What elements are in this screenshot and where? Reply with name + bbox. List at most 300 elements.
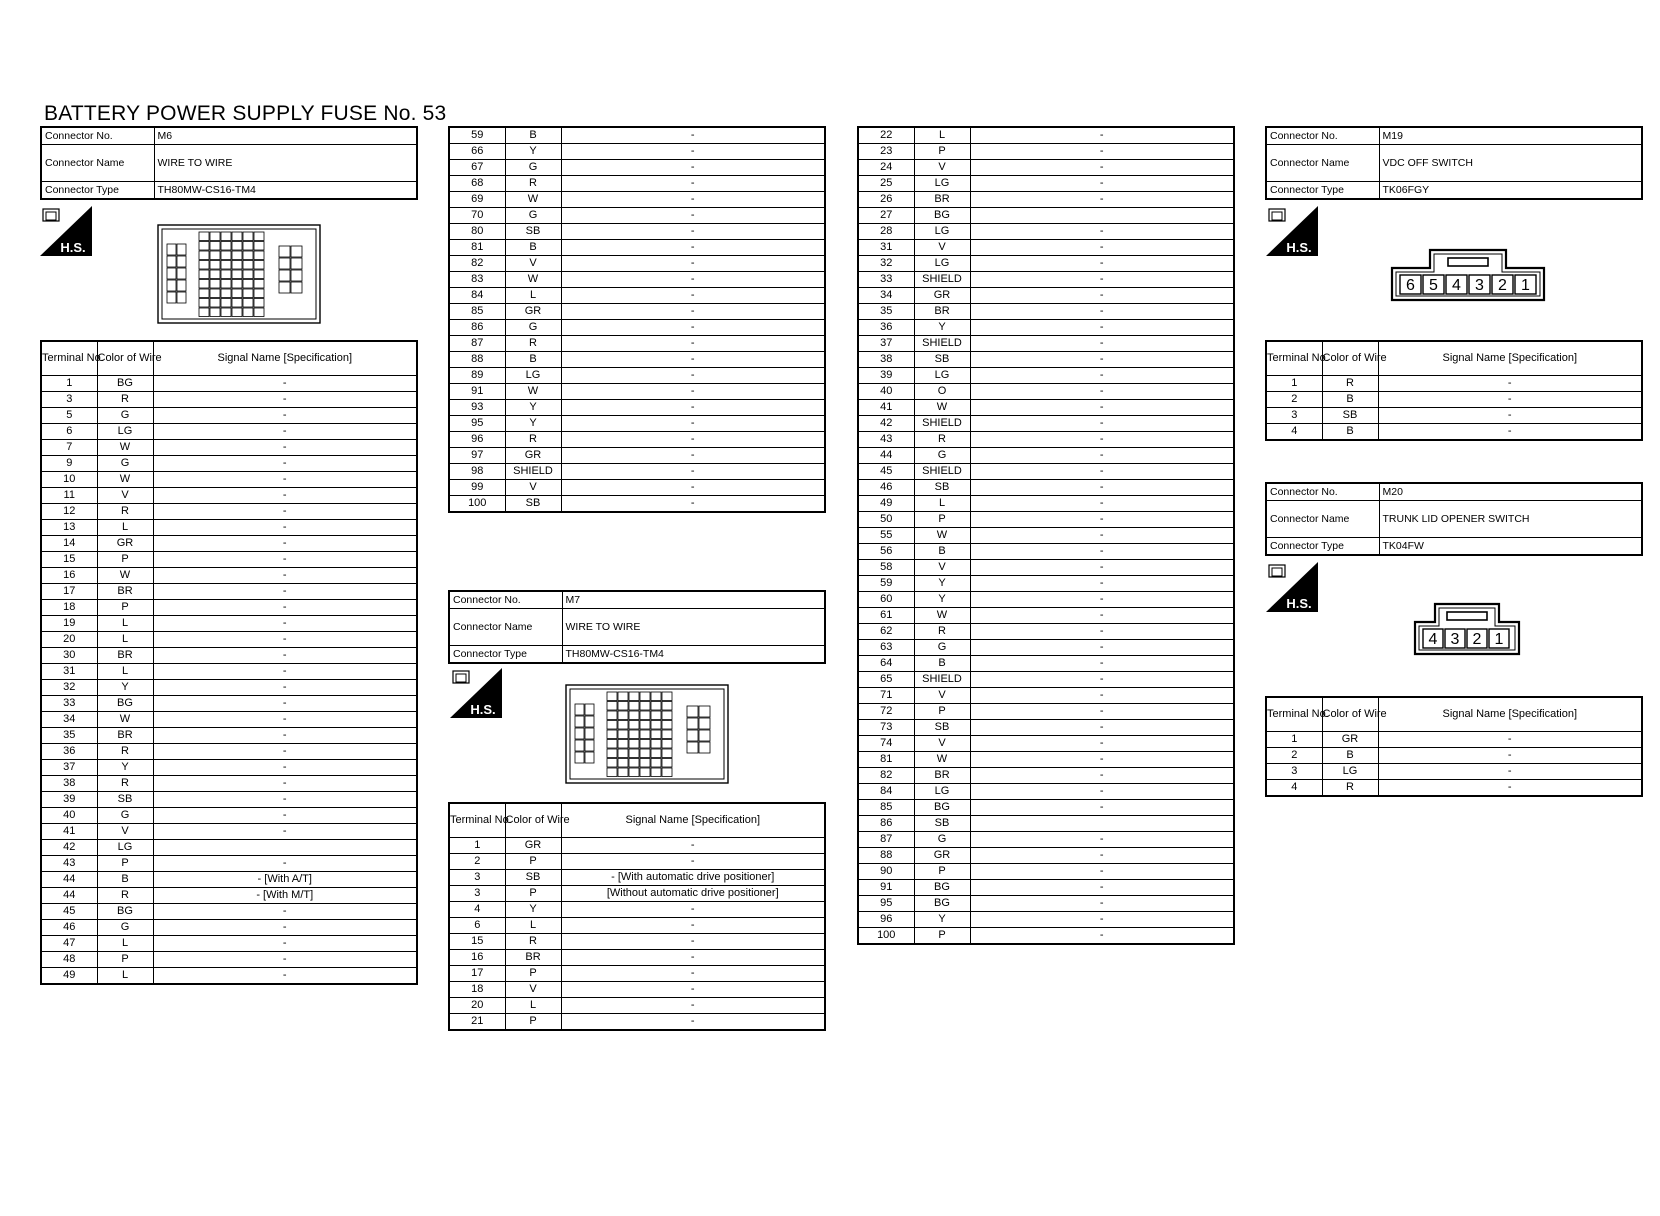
terminal-no-cell: 83	[449, 272, 505, 288]
pin-cavity	[210, 289, 220, 298]
pin-cavity	[607, 740, 617, 749]
terminal-no-cell: 36	[858, 320, 914, 336]
signal-name-cell: -	[970, 224, 1234, 240]
terminal-no-cell: 5	[41, 408, 97, 424]
wire-color-cell: R	[1322, 376, 1378, 392]
wire-color-cell: SB	[505, 224, 561, 240]
table-row	[41, 488, 417, 504]
terminal-no-cell: 40	[858, 384, 914, 400]
label-connector-no: Connector No.	[1266, 483, 1379, 501]
terminal-no-cell: 31	[41, 664, 97, 680]
signal-name-cell: -	[970, 704, 1234, 720]
pin-cavity	[662, 721, 672, 730]
harness-side-icon	[1266, 206, 1318, 256]
table-row	[858, 160, 1234, 176]
signal-name-cell: -	[153, 904, 417, 920]
wire-color-cell: SHIELD	[914, 416, 970, 432]
terminal-no-cell: 37	[41, 760, 97, 776]
signal-name-cell: -	[561, 352, 825, 368]
pin-number: 2	[1498, 277, 1507, 294]
table-row	[449, 902, 825, 918]
pin-cavity	[279, 258, 290, 269]
terminal-no-cell: 43	[858, 432, 914, 448]
wire-color-cell: V	[914, 240, 970, 256]
signal-name-cell: -	[561, 400, 825, 416]
table-row	[1266, 392, 1642, 408]
table-row	[858, 656, 1234, 672]
table-row	[41, 568, 417, 584]
pin-cavity	[199, 280, 209, 289]
terminal-no-cell: 45	[858, 464, 914, 480]
signal-name-cell: -	[153, 680, 417, 696]
terminal-no-cell: 4	[1266, 780, 1322, 797]
wire-color-cell: W	[914, 528, 970, 544]
table-row	[858, 672, 1234, 688]
signal-name-cell: -	[970, 368, 1234, 384]
pin-cavity	[662, 702, 672, 711]
pin-cavity	[210, 261, 220, 270]
wire-color-cell: Y	[505, 902, 561, 918]
terminal-no-cell: 82	[449, 256, 505, 272]
table-row	[449, 224, 825, 240]
m19-connector-face	[1390, 246, 1546, 302]
label-connector-type: Connector Type	[41, 182, 154, 200]
table-row	[449, 918, 825, 934]
harness-side-icon	[450, 668, 502, 718]
terminal-no-cell: 15	[449, 934, 505, 950]
pin-cavity	[640, 702, 650, 711]
terminal-no-cell: 3	[1266, 408, 1322, 424]
m19-connector-type: TK06FGY	[1379, 182, 1642, 200]
table-row	[41, 648, 417, 664]
wire-color-cell: SB	[505, 870, 561, 886]
signal-name-cell: -	[153, 808, 417, 824]
signal-name-cell: -	[970, 640, 1234, 656]
wire-color-cell: W	[505, 384, 561, 400]
label-connector-type: Connector Type	[1266, 182, 1379, 200]
pin-cavity	[607, 721, 617, 730]
signal-name-cell: -	[970, 752, 1234, 768]
table-row	[858, 560, 1234, 576]
signal-name-cell: -	[970, 832, 1234, 848]
table-row	[858, 848, 1234, 864]
terminal-no-cell: 64	[858, 656, 914, 672]
wire-color-cell: BR	[97, 728, 153, 744]
table-row	[41, 456, 417, 472]
terminal-no-cell: 90	[858, 864, 914, 880]
terminal-no-cell: 38	[41, 776, 97, 792]
pin-cavity	[232, 251, 242, 260]
signal-name-cell: -	[153, 920, 417, 936]
terminal-no-cell: 43	[41, 856, 97, 872]
wire-color-cell: V	[505, 480, 561, 496]
signal-name-cell: -	[153, 376, 417, 392]
pin-cavity	[687, 742, 698, 753]
wire-color-cell: SB	[914, 480, 970, 496]
terminal-no-cell: 41	[41, 824, 97, 840]
label-connector-name: Connector Name	[1266, 145, 1379, 182]
m20-connector-name: TRUNK LID OPENER SWITCH	[1379, 501, 1642, 538]
terminal-no-cell: 81	[858, 752, 914, 768]
pin-cavity	[232, 270, 242, 279]
pin-cavity	[254, 299, 264, 308]
wire-color-cell: GR	[505, 304, 561, 320]
terminal-no-cell: 85	[449, 304, 505, 320]
wire-color-cell: P	[914, 928, 970, 945]
wire-color-cell: V	[97, 488, 153, 504]
wire-color-cell: LG	[914, 256, 970, 272]
table-row	[449, 480, 825, 496]
pin-cavity	[210, 308, 220, 317]
wire-color-cell: V	[914, 736, 970, 752]
terminal-no-cell: 22	[858, 127, 914, 144]
wire-color-cell: V	[505, 256, 561, 272]
terminal-no-cell: 32	[858, 256, 914, 272]
signal-name-cell: -	[1378, 424, 1642, 441]
m20-connector-face	[1413, 600, 1521, 656]
table-row	[449, 320, 825, 336]
wire-color-cell: G	[505, 160, 561, 176]
signal-name-cell: -	[970, 160, 1234, 176]
terminal-no-cell: 65	[858, 672, 914, 688]
terminal-no-cell: 24	[858, 160, 914, 176]
terminal-no-cell: 44	[41, 872, 97, 888]
terminal-no-cell: 27	[858, 208, 914, 224]
pin-cavity	[254, 242, 264, 251]
terminal-no-cell: 91	[449, 384, 505, 400]
pin-cavity	[243, 308, 253, 317]
signal-name-cell	[970, 816, 1234, 832]
pin-cavity	[640, 721, 650, 730]
pin-cavity	[221, 242, 231, 251]
terminal-no-cell: 87	[858, 832, 914, 848]
pin-cavity	[651, 749, 661, 758]
terminal-no-cell: 18	[41, 600, 97, 616]
pin-cavity	[640, 730, 650, 739]
wire-color-cell: P	[505, 854, 561, 870]
signal-name-cell: - [With M/T]	[153, 888, 417, 904]
pin-cavity	[640, 711, 650, 720]
signal-name-cell: -	[153, 792, 417, 808]
table-row	[1266, 780, 1642, 797]
terminal-no-cell: 3	[449, 886, 505, 902]
m20-connector-no: M20	[1379, 483, 1642, 501]
terminal-no-cell: 6	[449, 918, 505, 934]
m7-terminal-table-continued	[857, 126, 1235, 945]
table-row	[858, 352, 1234, 368]
table-row	[449, 934, 825, 950]
wire-color-cell: R	[505, 336, 561, 352]
table-row	[449, 368, 825, 384]
terminal-no-cell: 62	[858, 624, 914, 640]
terminal-no-cell: 2	[449, 854, 505, 870]
signal-name-cell: -	[970, 192, 1234, 208]
signal-name-cell: -	[970, 256, 1234, 272]
signal-name-cell: -	[970, 336, 1234, 352]
terminal-no-cell: 96	[858, 912, 914, 928]
signal-name-cell: -	[970, 144, 1234, 160]
pin-cavity	[254, 232, 264, 241]
terminal-no-cell: 17	[449, 966, 505, 982]
pin-cavity	[221, 270, 231, 279]
pin-cavity	[585, 740, 594, 751]
pin-cavity	[699, 730, 710, 741]
pin-cavity	[651, 721, 661, 730]
pin-cavity	[279, 282, 290, 293]
pin-cavity	[687, 730, 698, 741]
pin-cavity	[243, 289, 253, 298]
table-row	[858, 832, 1234, 848]
terminal-no-cell: 95	[449, 416, 505, 432]
table-row	[858, 432, 1234, 448]
pin-cavity	[291, 246, 302, 257]
signal-name-cell: -	[970, 352, 1234, 368]
pin-cavity	[254, 308, 264, 317]
wire-color-cell: BR	[505, 950, 561, 966]
wire-color-cell: G	[97, 808, 153, 824]
wire-color-cell: SHIELD	[914, 672, 970, 688]
table-row	[858, 768, 1234, 784]
wire-color-cell: SB	[914, 816, 970, 832]
pin-cavity	[629, 759, 639, 768]
pin-cavity	[243, 299, 253, 308]
signal-name-cell: -	[970, 127, 1234, 144]
terminal-no-cell: 3	[449, 870, 505, 886]
wire-color-cell: GR	[97, 536, 153, 552]
wire-color-cell: V	[97, 824, 153, 840]
pin-cavity	[629, 692, 639, 701]
pin-number: 4	[1452, 277, 1461, 294]
wire-color-cell: W	[505, 192, 561, 208]
terminal-no-cell: 66	[449, 144, 505, 160]
table-row	[41, 600, 417, 616]
signal-name-cell: [Without automatic drive positioner]	[561, 886, 825, 902]
pin-cavity	[199, 242, 209, 251]
signal-name-cell: -	[970, 240, 1234, 256]
terminal-no-cell: 1	[41, 376, 97, 392]
m7-connector-info	[448, 590, 826, 664]
pin-cavity	[651, 740, 661, 749]
terminal-no-cell: 21	[449, 1014, 505, 1031]
pin-cavity	[232, 242, 242, 251]
table-row	[858, 464, 1234, 480]
m19-connector-no: M19	[1379, 127, 1642, 145]
pin-cavity	[232, 232, 242, 241]
signal-name-cell: -	[970, 400, 1234, 416]
table-row	[41, 904, 417, 920]
wire-color-cell: Y	[505, 400, 561, 416]
pin-cavity	[662, 759, 672, 768]
terminal-no-cell: 100	[858, 928, 914, 945]
terminal-no-cell: 84	[858, 784, 914, 800]
signal-name-cell: -	[970, 624, 1234, 640]
m7-connector-face	[565, 682, 729, 786]
wire-color-cell: P	[505, 1014, 561, 1031]
wire-color-cell: SB	[505, 496, 561, 513]
terminal-no-cell: 16	[41, 568, 97, 584]
pin-cavity	[575, 716, 584, 727]
signal-name-cell: -	[561, 208, 825, 224]
terminal-no-cell: 37	[858, 336, 914, 352]
pin-cavity	[199, 308, 209, 317]
signal-name-cell: -	[970, 800, 1234, 816]
wire-color-cell: LG	[97, 840, 153, 856]
terminal-no-cell: 46	[858, 480, 914, 496]
terminal-no-cell: 49	[41, 968, 97, 985]
signal-name-cell: -	[970, 496, 1234, 512]
signal-name-cell: -	[970, 512, 1234, 528]
terminal-no-cell: 58	[858, 560, 914, 576]
wire-color-cell: LG	[914, 176, 970, 192]
terminal-no-cell: 18	[449, 982, 505, 998]
pin-cavity	[291, 270, 302, 281]
signal-name-cell: -	[970, 384, 1234, 400]
signal-name-cell: -	[1378, 748, 1642, 764]
wire-color-cell: W	[97, 712, 153, 728]
wire-color-cell: B	[1322, 748, 1378, 764]
m6-terminal-table-continued	[448, 126, 826, 513]
table-row	[858, 720, 1234, 736]
table-row	[449, 416, 825, 432]
pin-cavity	[607, 768, 617, 777]
signal-name-cell: -	[561, 336, 825, 352]
m20-connector-info	[1265, 482, 1643, 556]
table-row	[858, 256, 1234, 272]
table-row	[449, 950, 825, 966]
pin-cavity	[651, 759, 661, 768]
wire-color-cell: Y	[914, 912, 970, 928]
wire-color-cell: GR	[505, 448, 561, 464]
header-color-of-wire: Color of Wire	[97, 341, 153, 376]
table-row	[41, 408, 417, 424]
wire-color-cell: G	[505, 208, 561, 224]
signal-name-cell: -	[970, 720, 1234, 736]
table-row	[449, 352, 825, 368]
signal-name-cell: -	[970, 848, 1234, 864]
wire-color-cell: LG	[914, 784, 970, 800]
terminal-no-cell: 44	[41, 888, 97, 904]
wire-color-cell: SHIELD	[914, 464, 970, 480]
pin-cavity	[232, 299, 242, 308]
wire-color-cell: BR	[97, 648, 153, 664]
table-row	[1266, 732, 1642, 748]
pin-cavity	[607, 711, 617, 720]
pin-cavity	[221, 299, 231, 308]
table-row	[1266, 764, 1642, 780]
pin-cavity	[167, 292, 176, 303]
wire-color-cell: GR	[914, 288, 970, 304]
wire-color-cell: BG	[97, 376, 153, 392]
wire-color-cell: G	[97, 920, 153, 936]
table-row	[41, 936, 417, 952]
table-row	[41, 520, 417, 536]
wire-color-cell: R	[914, 624, 970, 640]
wire-color-cell: O	[914, 384, 970, 400]
hs-label: H.S.	[60, 240, 86, 255]
m7-connector-no: M7	[562, 591, 825, 609]
pin-cavity	[243, 261, 253, 270]
label-connector-no: Connector No.	[449, 591, 562, 609]
label-connector-type: Connector Type	[1266, 538, 1379, 556]
terminal-no-cell: 39	[41, 792, 97, 808]
table-row	[41, 536, 417, 552]
header-color-of-wire: Color of Wire	[1322, 341, 1378, 376]
pin-cavity	[585, 716, 594, 727]
wire-color-cell: B	[505, 127, 561, 144]
pin-cavity	[210, 232, 220, 241]
terminal-no-cell: 35	[41, 728, 97, 744]
terminal-no-cell: 12	[41, 504, 97, 520]
header-signal-name: Signal Name [Specification]	[153, 341, 417, 376]
terminal-no-cell: 1	[1266, 376, 1322, 392]
signal-name-cell: -	[153, 776, 417, 792]
terminal-no-cell: 14	[41, 536, 97, 552]
wire-color-cell: L	[97, 632, 153, 648]
signal-name-cell: -	[561, 496, 825, 513]
wire-color-cell: BR	[914, 304, 970, 320]
table-row	[858, 496, 1234, 512]
label-connector-no: Connector No.	[1266, 127, 1379, 145]
wire-color-cell: W	[914, 400, 970, 416]
pin-cavity	[199, 299, 209, 308]
terminal-no-cell: 34	[41, 712, 97, 728]
harness-side-icon	[1266, 562, 1318, 612]
header-signal-name: Signal Name [Specification]	[1378, 341, 1642, 376]
wire-color-cell: G	[914, 448, 970, 464]
m19-connector-name: VDC OFF SWITCH	[1379, 145, 1642, 182]
table-row	[41, 744, 417, 760]
pin-number: 2	[1472, 631, 1482, 648]
pin-cavity	[651, 692, 661, 701]
signal-name-cell: -	[561, 480, 825, 496]
terminal-no-cell: 19	[41, 616, 97, 632]
pin-cavity	[699, 742, 710, 753]
table-row	[858, 144, 1234, 160]
table-row	[449, 1014, 825, 1031]
wire-color-cell: L	[505, 288, 561, 304]
label-connector-type: Connector Type	[449, 646, 562, 664]
table-row	[858, 208, 1234, 224]
pin-cavity	[618, 768, 628, 777]
terminal-no-cell: 1	[449, 838, 505, 854]
pin-cavity	[177, 292, 186, 303]
table-row	[1266, 748, 1642, 764]
wire-color-cell: SB	[914, 352, 970, 368]
signal-name-cell: -	[153, 456, 417, 472]
pin-cavity	[618, 740, 628, 749]
table-row	[449, 127, 825, 144]
signal-name-cell: -	[970, 416, 1234, 432]
signal-name-cell: -	[970, 304, 1234, 320]
wire-color-cell: G	[914, 832, 970, 848]
wire-color-cell: W	[97, 440, 153, 456]
wire-color-cell: P	[505, 966, 561, 982]
table-row	[449, 982, 825, 998]
wire-color-cell: LG	[914, 368, 970, 384]
terminal-no-cell: 63	[858, 640, 914, 656]
table-row	[41, 760, 417, 776]
pin-cavity	[199, 289, 209, 298]
table-row	[449, 886, 825, 902]
wire-color-cell: BG	[914, 896, 970, 912]
table-row	[41, 792, 417, 808]
wire-color-cell: GR	[1322, 732, 1378, 748]
pin-cavity	[629, 711, 639, 720]
signal-name-cell: -	[561, 320, 825, 336]
table-row	[449, 432, 825, 448]
terminal-no-cell: 44	[858, 448, 914, 464]
pin-cavity	[254, 261, 264, 270]
